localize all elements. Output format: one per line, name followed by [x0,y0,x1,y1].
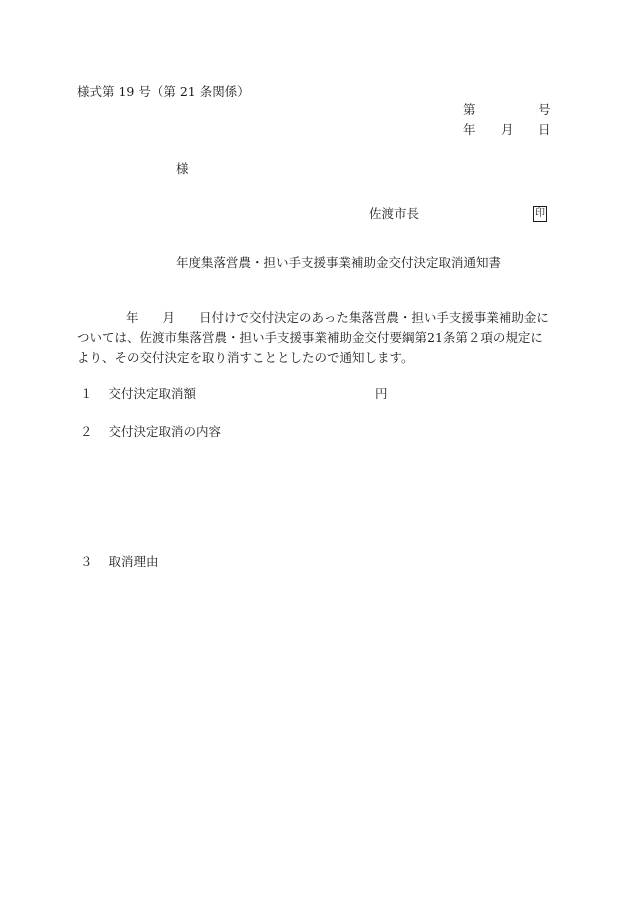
item-1 [80,388,196,401]
issuer-seal [533,206,547,222]
doc-title: 年度集落営農・担い手支援事業補助金交付決定取消通知書 [176,255,502,270]
body-month: 月 [162,310,176,325]
item-2 [80,426,221,439]
date-month: 月 [501,122,514,137]
form-header: 様式第 19 号（第 21 条関係） [77,84,250,99]
body-paragraph [77,308,552,368]
item-3-label: 取消理由 [108,554,159,569]
doc-number-suffix: 号 [538,102,551,117]
seal-icon: 印 [533,206,547,222]
item-2-label: 交付決定取消の内容 [108,424,222,439]
item-3 [80,556,159,569]
body-year: 年 [126,310,139,325]
item-1-number: １ [80,386,93,401]
date-day: 日 [538,122,551,137]
addressee-suffix: 様 [176,161,189,176]
item-3-number: ３ [80,554,93,569]
item-1-label: 交付決定取消額 [108,386,197,401]
item-1-unit: 円 [375,386,388,401]
date-year: 年 [463,122,476,137]
body-rest: 日付けで交付決定のあった集落営農・担い手支援事業補助金については、佐渡市集落営農・担い手支援事業補助金交付要綱第21条第２項の規定により、その交付決定を取り消すこととしたので通知します。 [77,310,549,365]
doc-number-prefix: 第 [463,102,476,117]
issuer-title: 佐渡市長 [369,206,420,221]
item-2-number: ２ [80,424,93,439]
